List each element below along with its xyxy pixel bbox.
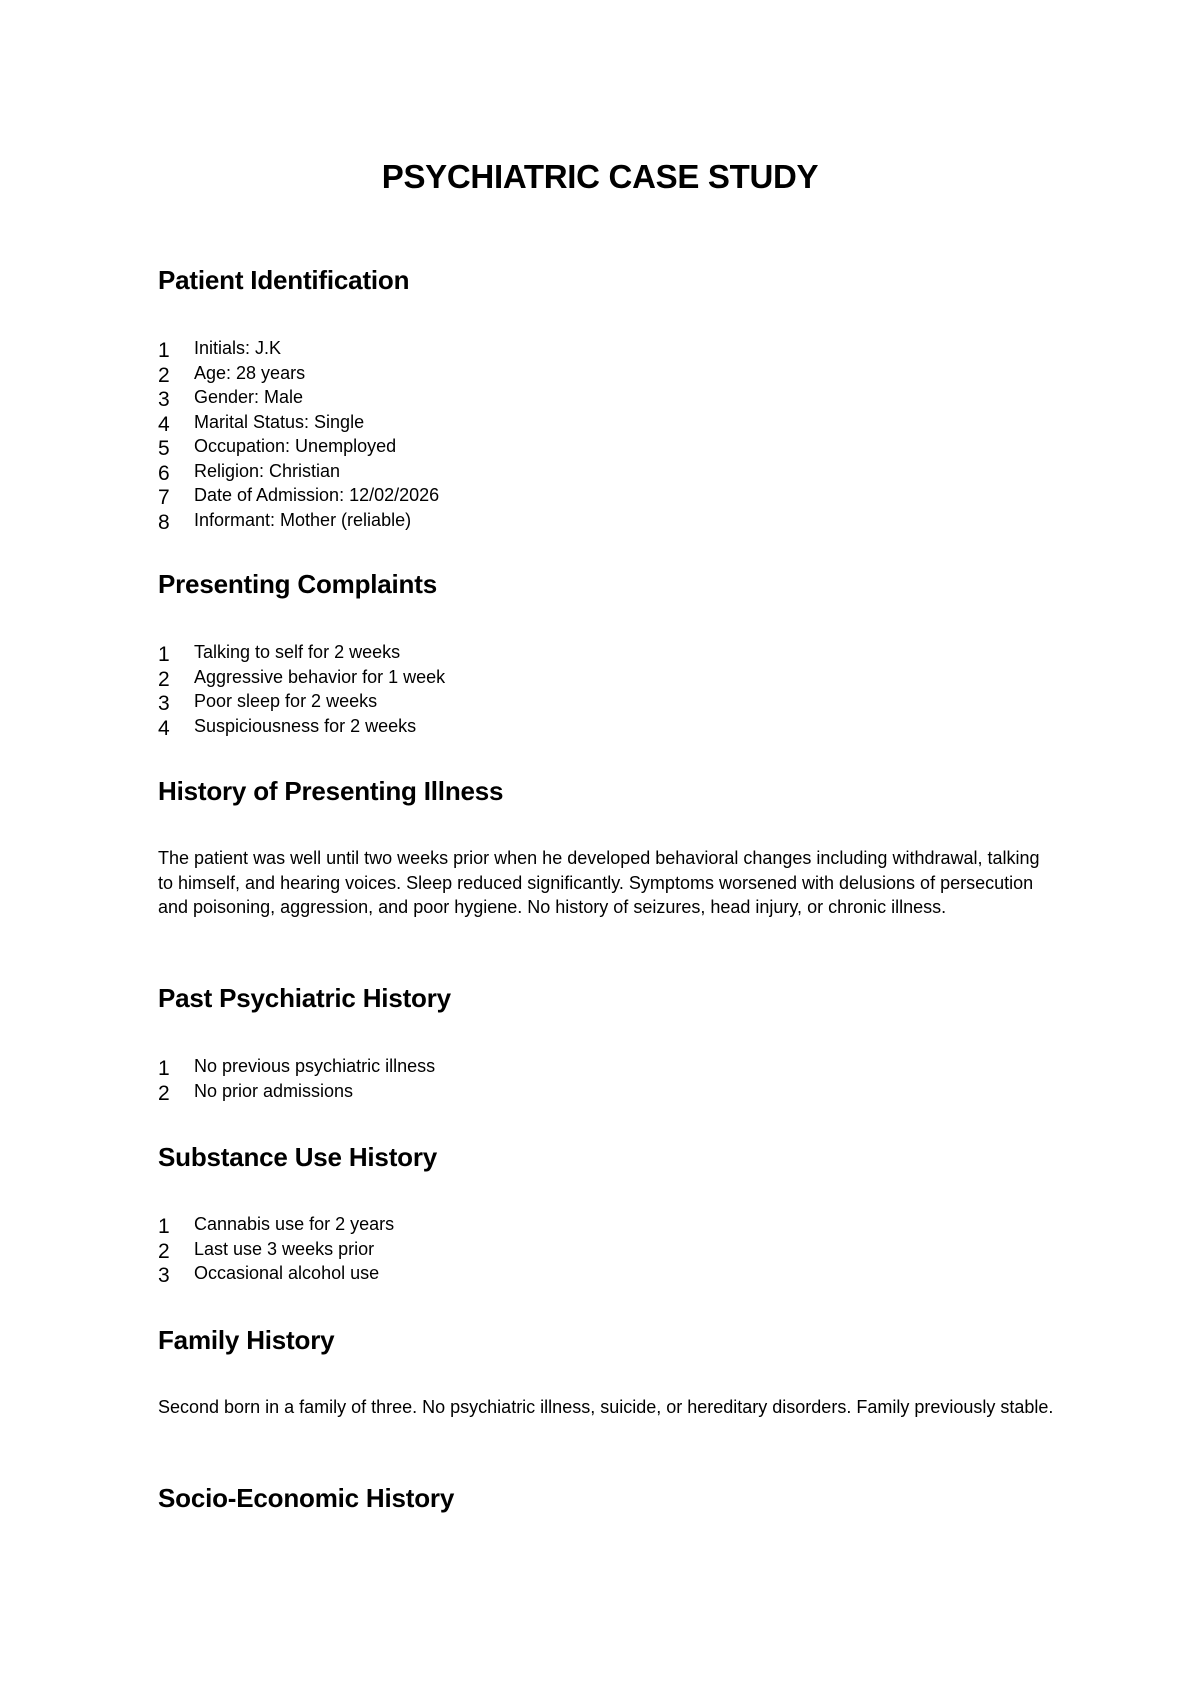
- list-number: 7: [158, 486, 170, 509]
- list-item-text: Last use 3 weeks prior: [194, 1238, 375, 1259]
- list-item-text: Initials: J.K: [194, 338, 282, 358]
- list-item-text: Occasional alcohol use: [194, 1263, 380, 1283]
- list-item-text: Aggressive behavior for 1 week: [194, 666, 446, 687]
- section-heading-patient-identification: Patient Identification: [158, 265, 410, 295]
- list-number: 3: [158, 388, 170, 411]
- list-number: 1: [158, 1215, 170, 1238]
- list-number: 3: [158, 1264, 170, 1287]
- list-item-text: No previous psychiatric illness: [194, 1056, 436, 1076]
- list-item-text: Marital Status: Single: [194, 411, 365, 432]
- list-number: 5: [158, 437, 170, 460]
- section-heading-family-history: Family History: [158, 1325, 335, 1355]
- section-heading-past-psychiatric-history: Past Psychiatric History: [158, 983, 451, 1013]
- list-number: 2: [158, 1081, 170, 1105]
- list-number: 4: [158, 716, 170, 740]
- list-item-text: Talking to self for 2 weeks: [194, 642, 401, 662]
- list-number: 4: [158, 412, 170, 436]
- list-item-text: Informant: Mother (reliable): [194, 509, 412, 530]
- list-item-text: Religion: Christian: [194, 460, 341, 481]
- list-number: 6: [158, 461, 170, 485]
- section-heading-substance-use-history: Substance Use History: [158, 1142, 438, 1172]
- history-presenting-illness-paragraph: The patient was well until two weeks prior when he developed behavioral changes including withdrawal, talking to himself, and hearing voices. Sleep reduced significantly. Symptoms worsened with delusions of persecution and poisoning, aggression, and poor hygiene. No history of seizures, head injury, or chronic illness.: [158, 848, 1040, 917]
- list-item-text: Suspiciousness for 2 weeks: [194, 715, 417, 736]
- list-number: 2: [158, 667, 170, 691]
- list-item-text: Date of Admission: 12/02/2026: [194, 485, 440, 505]
- list-item-text: Poor sleep for 2 weeks: [194, 691, 378, 711]
- list-number: 8: [158, 510, 170, 534]
- section-heading-history-presenting-illness: History of Presenting Illness: [158, 776, 504, 806]
- list-item-text: Gender: Male: [194, 387, 304, 407]
- section-heading-socio-economic-history: Socio-Economic History: [158, 1483, 455, 1513]
- list-item-text: Occupation: Unemployed: [194, 436, 397, 456]
- section-heading-presenting-complaints: Presenting Complaints: [158, 569, 437, 599]
- list-number: 3: [158, 692, 170, 715]
- list-number: 2: [158, 363, 170, 387]
- list-number: 1: [158, 1057, 170, 1080]
- list-item-text: No prior admissions: [194, 1080, 354, 1101]
- list-item-text: Cannabis use for 2 years: [194, 1214, 395, 1234]
- family-history-paragraph: Second born in a family of three. No psychiatric illness, suicide, or hereditary disorders. Family previously stable.: [158, 1397, 1054, 1417]
- document-title: PSYCHIATRIC CASE STUDY: [381, 158, 819, 195]
- list-number: 1: [158, 339, 170, 362]
- list-number: 2: [158, 1239, 170, 1263]
- list-number: 1: [158, 643, 170, 666]
- list-item-text: Age: 28 years: [194, 362, 306, 383]
